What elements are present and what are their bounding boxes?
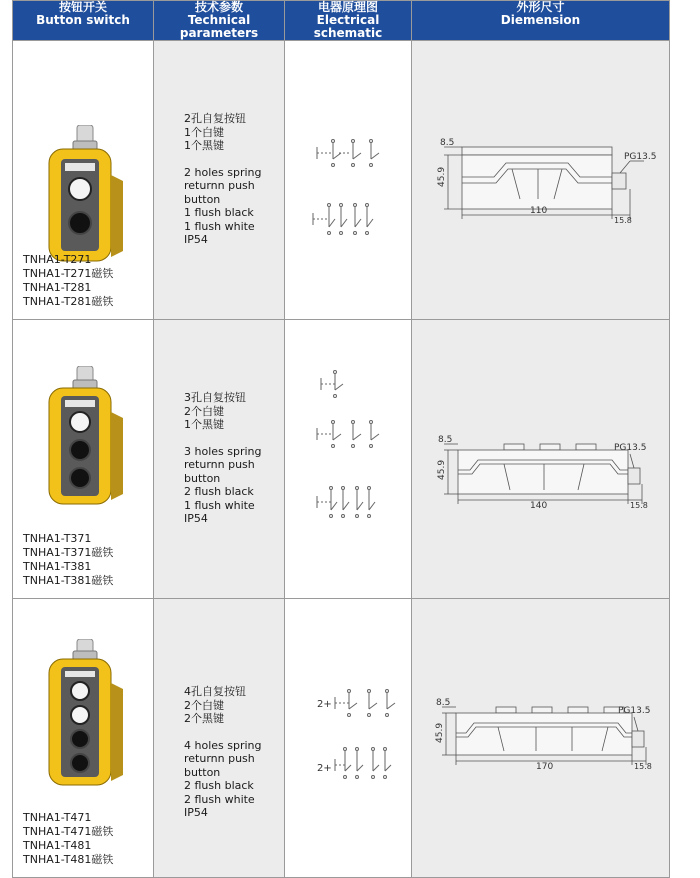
param-line: returnn push: [184, 179, 255, 192]
header-zh: 按钮开关: [58, 0, 107, 14]
schematic-cell: [285, 41, 412, 320]
header-en: Diemension: [500, 13, 581, 27]
param-line: 2个白键: [184, 404, 224, 418]
param-line: 2个黑键: [184, 712, 224, 725]
header-row: [13, 1, 670, 41]
param-line: 2孔自复按钮: [184, 112, 246, 125]
param-line: 2个白键: [184, 698, 224, 712]
params-cell: [154, 41, 285, 320]
model-number: TNHA1-T471: [23, 811, 92, 824]
param-line: 3 holes spring: [184, 444, 262, 458]
electrical-schematic: [315, 687, 411, 787]
model-number: TNHA1-T381磁铁: [23, 574, 114, 587]
param-line: 4 holes spring: [184, 738, 262, 752]
header-en: Technical parameters: [179, 13, 259, 40]
header-zh: 外形尺寸: [516, 0, 565, 14]
param-line: 1 flush white: [184, 219, 255, 233]
dim-body-label: 45.9: [437, 459, 447, 480]
param-line: 1 flush black: [184, 206, 254, 219]
pendant-3-button-image: [43, 366, 133, 506]
dim-height-label: 8.5: [440, 138, 455, 148]
schematic-cell: [285, 320, 412, 599]
model-list: [23, 532, 113, 588]
dimension-labels: [432, 691, 664, 781]
param-line: 1 flush white: [184, 498, 255, 512]
param-line: 3孔自复按钮: [184, 391, 246, 404]
param-line: 4孔自复按钮: [184, 685, 246, 698]
schematic-prefix: 2+: [317, 763, 332, 774]
model-number: TNHA1-T481: [23, 839, 92, 852]
header-en: Button switch: [36, 13, 130, 27]
model-list: [23, 811, 113, 867]
header-button-switch: [13, 1, 154, 41]
param-line: 1个黑键: [184, 418, 224, 431]
product-cell: [13, 599, 154, 878]
electrical-schematic: [309, 133, 399, 243]
product-row: [13, 599, 670, 878]
dimension-labels: [434, 430, 664, 520]
header-technical-parameters: [154, 1, 285, 41]
model-number: TNHA1-T371: [23, 532, 92, 545]
schematic-prefix: 2+: [317, 699, 332, 710]
dim-thread-label: PG13.5: [614, 443, 647, 453]
param-line: button: [184, 765, 221, 779]
model-number: TNHA1-T371磁铁: [23, 546, 114, 559]
param-line: 2 flush black: [184, 779, 254, 792]
header-zh: 技术参数: [194, 0, 243, 14]
header-zh: 电器原理图: [317, 0, 378, 14]
header-dimension: [412, 1, 670, 41]
dim-gland-label: 15.8: [614, 216, 632, 225]
param-line: 2 flush black: [184, 485, 254, 498]
dim-gland-label: 15.8: [630, 501, 648, 510]
electrical-schematic: [313, 366, 403, 536]
param-line: IP54: [184, 512, 208, 525]
product-row: [13, 320, 670, 599]
pendant-4-button-image: [43, 639, 133, 787]
param-line: returnn push: [184, 752, 255, 765]
dim-height-label: 8.5: [438, 435, 453, 445]
spec-table: [12, 0, 670, 878]
param-line: 2 flush white: [184, 792, 255, 806]
schematic-cell: [285, 599, 412, 878]
param-line: button: [184, 471, 221, 485]
dimension-labels: [434, 129, 664, 229]
dimension-cell: [412, 41, 670, 320]
param-line: IP54: [184, 806, 208, 819]
dim-gland-label: 15.8: [634, 762, 652, 771]
pendant-2-button-image: [43, 125, 133, 265]
model-number: TNHA1-T381: [23, 560, 92, 573]
product-cell: [13, 41, 154, 320]
product-row: [13, 41, 670, 320]
dim-body-label: 45.9: [435, 722, 445, 743]
param-line: 1个黑键: [184, 139, 224, 152]
dim-body-label: 45.9: [437, 166, 447, 187]
params-text: [154, 320, 284, 526]
params-cell: [154, 320, 285, 599]
dim-height-label: 8.5: [436, 698, 451, 708]
param-line: IP54: [184, 233, 208, 246]
model-number: TNHA1-T271: [23, 253, 92, 266]
model-number: TNHA1-T481磁铁: [23, 853, 114, 866]
dim-length-label: 170: [536, 762, 554, 772]
header-electrical-schematic: [285, 1, 412, 41]
model-number: TNHA1-T281: [23, 281, 92, 294]
product-cell: [13, 320, 154, 599]
model-number: TNHA1-T271磁铁: [23, 267, 114, 280]
params-text: [154, 599, 284, 820]
header-en: Electrical schematic: [313, 13, 383, 40]
params-cell: [154, 599, 285, 878]
dimension-cell: [412, 599, 670, 878]
dim-length-label: 140: [530, 501, 548, 511]
params-text: [154, 41, 284, 247]
dim-thread-label: PG13.5: [624, 152, 657, 162]
model-number: TNHA1-T471磁铁: [23, 825, 114, 838]
param-line: button: [184, 192, 221, 206]
dim-length-label: 110: [530, 206, 548, 216]
param-line: 2 holes spring: [184, 165, 262, 179]
model-number: TNHA1-T281磁铁: [23, 295, 114, 308]
dimension-cell: [412, 320, 670, 599]
dim-thread-label: PG13.5: [618, 706, 651, 716]
model-list: [23, 253, 113, 309]
param-line: returnn push: [184, 458, 255, 471]
param-line: 1个白键: [184, 125, 224, 139]
